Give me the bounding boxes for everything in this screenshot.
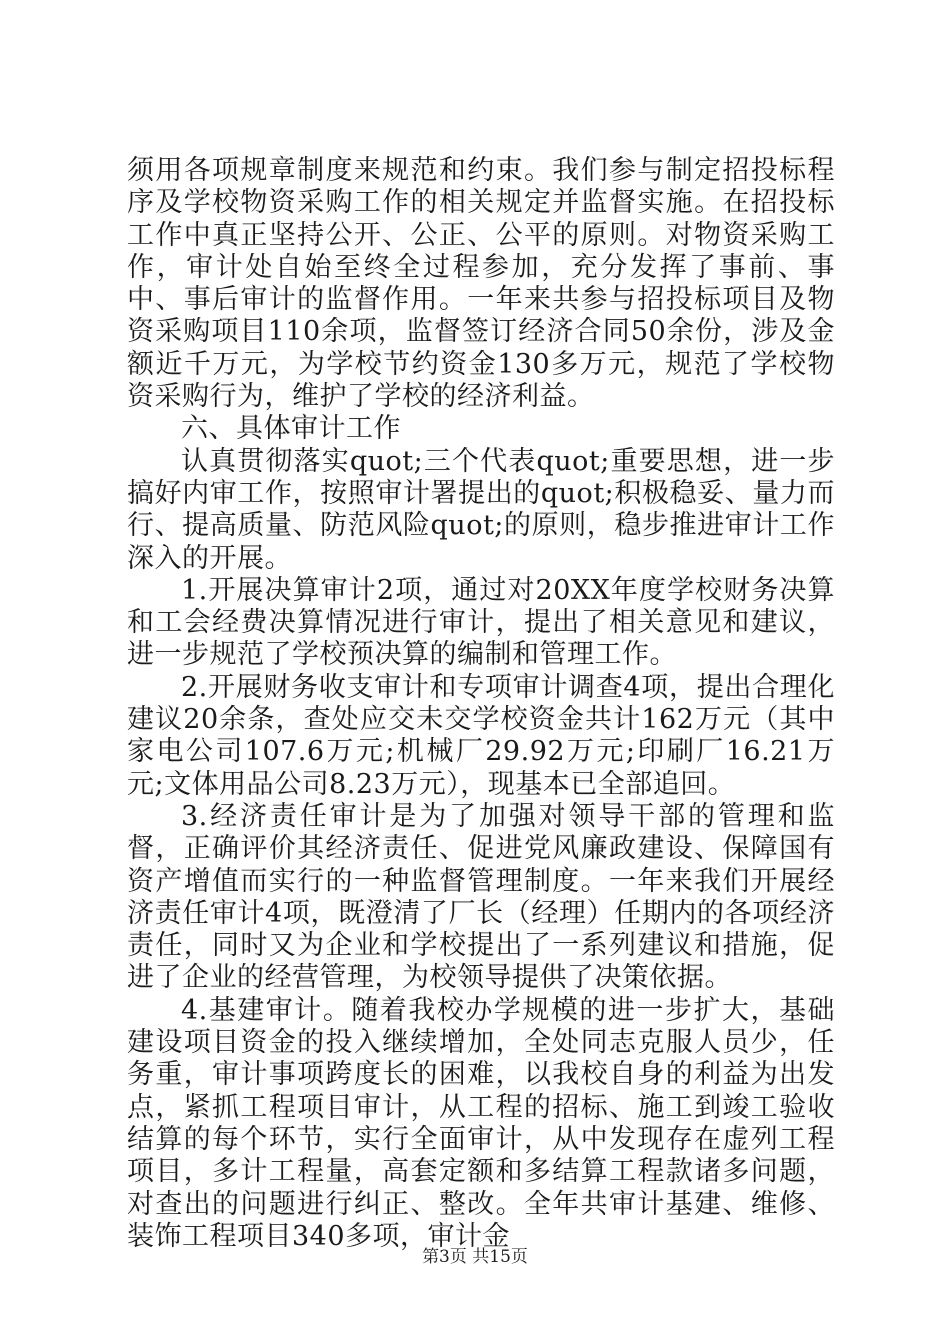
paragraph-item-3: 3.经济责任审计是为了加强对领导干部的管理和监督，正确评价其经济责任、促进党风廉政建设、保障国有资产增值而实行的一种监督管理制度。一年来我们开展经济责任审计4项，既澄清了厂长（经理）任期内的各项经济责任，同时又为企业和学校提出了一系列建议和措施，促进了企业的经营管理，为校领导提供了决策依据。 [127,800,835,994]
paragraph-procurement: 须用各项规章制度来规范和约束。我们参与制定招投标程序及学校物资采购工作的相关规定并监督实施。在招投标工作中真正坚持公开、公正、公平的原则。对物资采购工作，审计处自始至终全过程参加，充分发挥了事前、事中、事后审计的监督作用。一年来共参与招投标项目及物资采购项目110余项，监督签订经济合同50余份，涉及金额近千万元，为学校节约资金130多万元，规范了学校物资采购行为，维护了学校的经济利益。 [127,155,835,413]
paragraph-item-2: 2.开展财务收支审计和专项审计调查4项，提出合理化建议20余条，查处应交未交学校资金共计162万元（其中家电公司107.6万元;机械厂29.92万元;印刷厂16.21万元;文体用品公司8.23万元），现基本已全部追回。 [127,671,835,800]
page-number-footer: 第3页 共15页 [422,1247,528,1267]
paragraph-item-4: 4.基建审计。随着我校办学规模的进一步扩大，基础建设项目资金的投入继续增加，全处同志克服人员少，任务重，审计事项跨度长的困难，以我校自身的利益为出发点，紧抓工程项目审计，从工程的招标、施工到竣工验收结算的每个环节，实行全面审计，从中发现存在虚列工程项目，多计工程量，高套定额和多结算工程款诸多问题，对查出的问题进行纠正、整改。全年共审计基建、维修、装饰工程项目340多项，审计金 [127,994,835,1252]
paragraph-intro: 认真贯彻落实quot;三个代表quot;重要思想，进一步搞好内审工作，按照审计署提出的quot;积极稳妥、量力而行、提高质量、防范风险quot;的原则，稳步推进审计工作深入的开展。 [127,445,835,574]
section-heading-audit-work: 六、具体审计工作 [181,413,401,445]
document-body [127,155,835,1253]
paragraph-item-1: 1.开展决算审计2项，通过对20XX年度学校财务决算和工会经费决算情况进行审计，提出了相关意见和建议，进一步规范了学校预决算的编制和管理工作。 [127,574,835,671]
